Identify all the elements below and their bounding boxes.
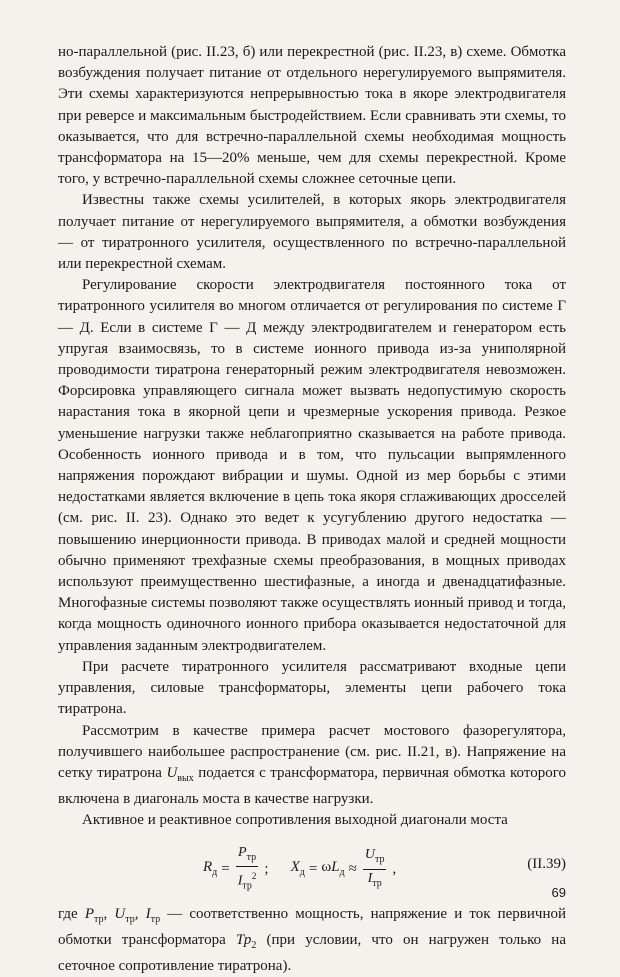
math-var: P [84, 905, 94, 922]
math-sub: вых [177, 772, 194, 784]
text: подается с трансформатора, первичная обмотка которого включена в диагональ моста в качестве нагрузки. [58, 764, 566, 808]
math-var: X [290, 858, 300, 875]
fraction [363, 846, 387, 893]
paragraph [58, 721, 566, 811]
equation-number: (II.39) [527, 855, 566, 872]
math-op: = [308, 861, 318, 878]
math-var: I [367, 871, 373, 887]
paragraph: При расчете тиратронного усилителя рассматривают входные цепи управления, силовые трансформаторы, элементы цепи рабочего тока тиратрона. [58, 658, 566, 718]
text: Рассмотрим в качестве примера расчет мостового фазорегулятора, получившего наибольшее распространение (см. рис. II.21, в). Напряжение на сетку тиратрона [58, 722, 566, 781]
paragraph: Известны также схемы усилителей, в которых якорь электродвигателя получает питание от нерегулируемого выпрямителя, а обмотки возбуждения — от тиратронного усилителя, осуществленного по встречно-параллельной или перекрестной схемам. [58, 192, 566, 273]
math-op: = [221, 861, 230, 878]
paragraph [58, 904, 566, 977]
math-var: Тр [235, 931, 252, 948]
math-sub: д [212, 866, 218, 878]
math-sub: 2 [251, 939, 257, 951]
paragraph: Регулирование скорости электродвигателя постоянного тока от тиратронного усилителя во многом отличается от регулирования по системе Г — Д. Если в системе Г — Д между электродвигателем и генератором есть упругая взаимосвязь, то в системе ионного привода из-за униполярной проводимости тиратрона генераторный режим электродвигателя невозможен. Форсировка управляющего сигнала может вызвать недопустимую скорость нарастания тока в якорной цепи и чрезмерные ускорения привода. Резкое уменьшение нагрузки также неблагоприятно сказывается на работе привода. Особенность ионного привода и в том, что пульсации выпрямленного напряжения порождают вибрации и шумы. Одной из мер борьбы с этими недостатками является включение в цепь тока якоря сглаживающих дросселей (см. рис. II. 23). Однако это ведет к усугублению другого недостатка — повышению инерционности привода. В приводах малой и средней мощности обычно применяют трехфазные схемы преобразования, в мощных приводах используют преимущественно шестифазные, а иногда и двенадцатифазные. Многофазные системы позволяют также осуществлять ионный привод и тогда, когда мощность одиночного ионного прибора оказывается недостаточной для управления заданным электродвигателем. [58, 277, 566, 654]
text: , [134, 905, 146, 922]
math-sub: тр [374, 854, 385, 866]
math-var: U [114, 905, 126, 922]
fraction [236, 844, 259, 896]
page-body [58, 42, 566, 977]
math-end: , [392, 861, 397, 878]
paragraph: Активное и реактивное сопротивления выходной диагонали моста [82, 812, 508, 829]
math-sub: тр [125, 913, 135, 925]
math-sub: тр [94, 913, 104, 925]
formula [58, 838, 566, 900]
math-var: U [166, 764, 178, 781]
math-op: ≈ [348, 861, 357, 878]
math-sub: тр [150, 913, 161, 925]
math-sub: тр [246, 851, 257, 863]
math-sup: 2 [251, 871, 257, 882]
math-sub: тр [242, 880, 252, 892]
math-sub: тр [372, 877, 382, 889]
text: — соответственно мощность, напряжение и ток первичной обмотки трансформатора [58, 905, 567, 948]
math-sub: д [339, 866, 345, 878]
page-number: 69 [551, 885, 566, 900]
math-var: I [237, 873, 243, 889]
math-var: R [203, 858, 213, 875]
formula-body [203, 844, 396, 896]
text: (при условии, что он нагружен только на сеточное сопротивление тиратрона). [58, 931, 566, 974]
math-sep: ; [264, 861, 269, 878]
math-var: P [238, 844, 247, 860]
math-sub: д [299, 866, 305, 878]
math-var: ω [321, 858, 332, 875]
text: где [58, 905, 85, 922]
paragraph: но-параллельной (рис. II.23, б) или перекрестной (рис. II.23, в) схеме. Обмотка возбуждения получает питание от отдельного нерегулируемого выпрямителя. Эти схемы характеризуются непрерывностью тока в якоре электродвигателя при реверсе и максимальным быстродействием. Если сравнивать эти схемы, то оказывается, что для встречно-параллельной схемы необходимая мощность трансформатора на 15—20% меньше, чем для схемы перекрестной. Кроме того, у встречно-параллельной схемы сложнее сеточные цепи. [58, 44, 566, 188]
math-var: U [364, 847, 375, 863]
math-var: L [331, 858, 340, 875]
text: , [103, 905, 115, 922]
math-var: I [145, 905, 151, 922]
